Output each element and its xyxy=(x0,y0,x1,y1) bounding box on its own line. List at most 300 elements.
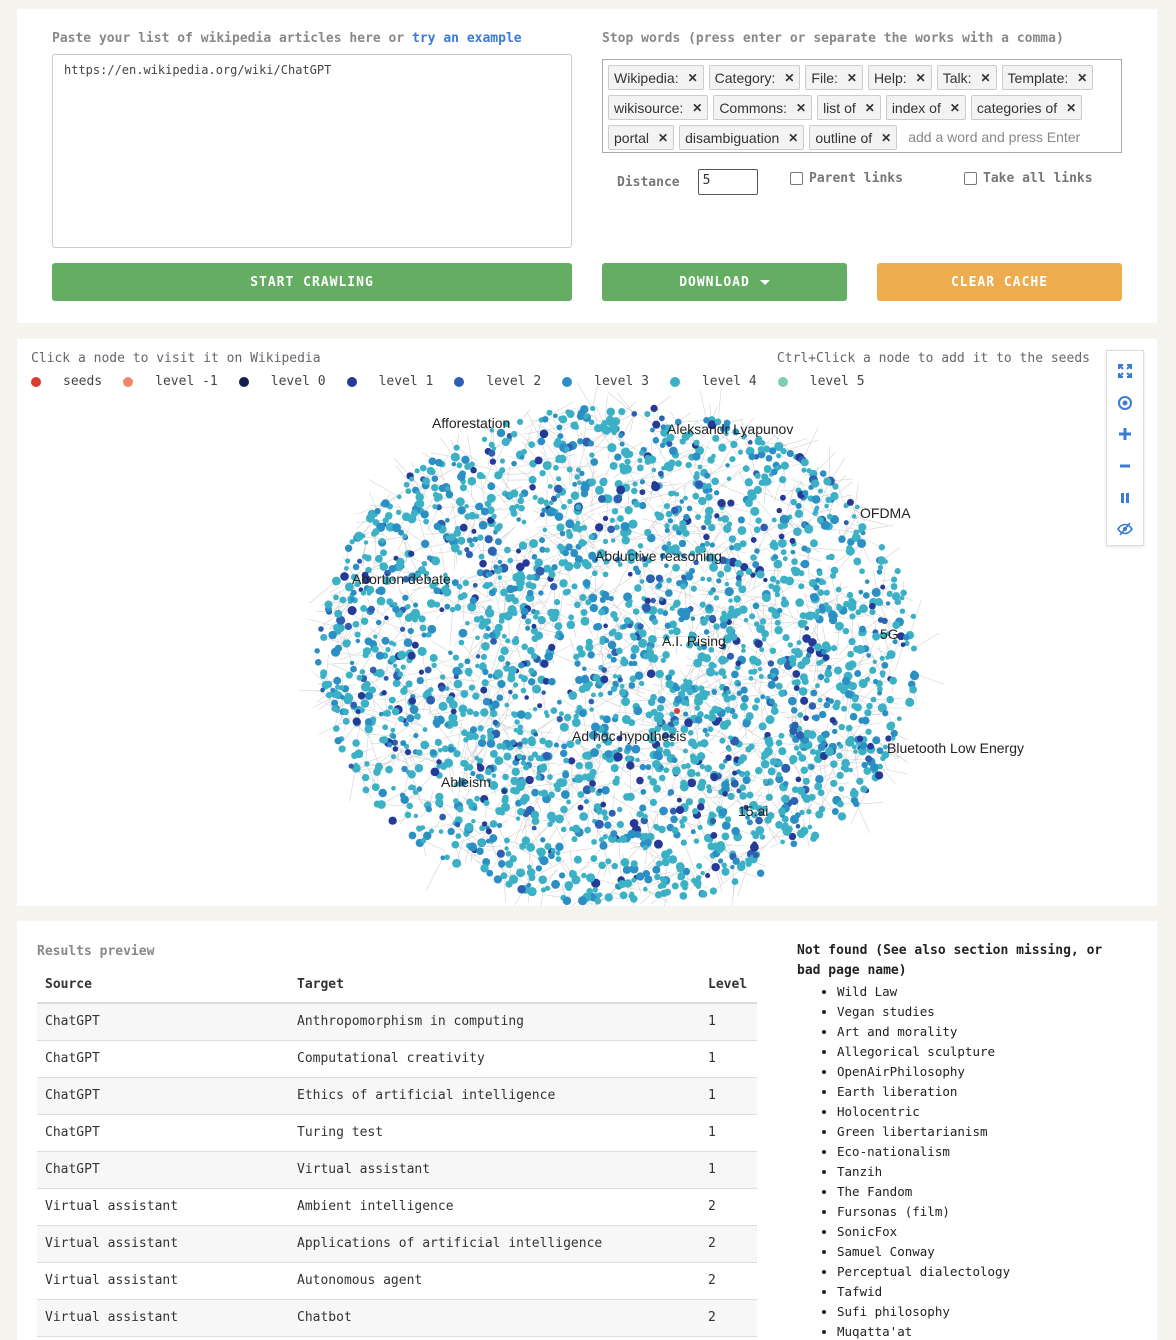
graph-node xyxy=(646,574,655,583)
graph-node xyxy=(795,598,804,607)
graph-node xyxy=(598,609,605,616)
graph-node xyxy=(563,758,569,764)
graph-node xyxy=(831,645,837,651)
graph-node xyxy=(529,539,538,548)
graph-node xyxy=(376,764,383,771)
graph-node xyxy=(681,784,687,790)
graph-node xyxy=(697,803,704,810)
graph-node xyxy=(620,891,628,899)
graph-node xyxy=(365,718,372,725)
graph-node xyxy=(377,586,386,595)
graph-node xyxy=(314,648,319,653)
caret-down-icon xyxy=(760,280,770,285)
graph-node xyxy=(830,492,838,500)
pause-icon[interactable] xyxy=(1109,482,1141,514)
graph-node xyxy=(477,758,483,764)
graph-node xyxy=(566,885,572,891)
network-graph[interactable] xyxy=(17,339,1157,906)
graph-node xyxy=(435,798,443,806)
graph-node xyxy=(527,883,532,888)
graph-node-label[interactable]: Abductive reasoning xyxy=(595,548,722,564)
graph-node xyxy=(700,871,704,875)
graph-node xyxy=(334,610,342,618)
graph-node xyxy=(681,764,686,769)
graph-node xyxy=(895,599,902,606)
graph-node-label[interactable]: Aleksandr Lyapunov xyxy=(667,421,794,437)
graph-node xyxy=(442,745,449,752)
graph-node xyxy=(476,654,481,659)
graph-node xyxy=(445,486,450,491)
graph-node xyxy=(460,690,468,698)
graph-node xyxy=(402,534,407,539)
graph-node xyxy=(502,774,509,781)
graph-node xyxy=(356,709,361,714)
download-button[interactable] xyxy=(602,263,847,301)
seed-node xyxy=(674,708,680,714)
graph-node xyxy=(387,742,392,747)
graph-node xyxy=(824,590,830,596)
graph-node xyxy=(737,690,742,695)
graph-node xyxy=(481,475,485,479)
graph-node xyxy=(738,526,747,535)
graph-node xyxy=(511,431,518,438)
graph-node xyxy=(537,497,544,504)
graph-node xyxy=(622,624,627,629)
graph-node xyxy=(554,599,560,605)
graph-node xyxy=(698,779,706,787)
graph-node xyxy=(629,894,634,899)
graph-node xyxy=(486,839,491,844)
cell-target: Chatbot xyxy=(289,1299,700,1336)
graph-node xyxy=(778,539,787,548)
remove-tag-icon[interactable]: ✕ xyxy=(949,100,960,115)
graph-node xyxy=(750,507,759,516)
graph-node xyxy=(344,566,349,571)
graph-node xyxy=(431,767,440,776)
graph-node xyxy=(692,493,699,500)
graph-node xyxy=(591,839,597,845)
graph-node xyxy=(861,744,867,750)
graph-node xyxy=(600,597,606,603)
graph-node xyxy=(556,455,564,463)
cell-source: ChatGPT xyxy=(37,1077,289,1114)
graph-node xyxy=(809,794,816,801)
graph-node xyxy=(714,595,720,601)
graph-node xyxy=(485,609,494,618)
graph-node xyxy=(590,748,599,757)
graph-node xyxy=(679,520,686,527)
graph-node xyxy=(543,752,551,760)
graph-node xyxy=(528,668,534,674)
graph-node xyxy=(779,476,786,483)
graph-node xyxy=(717,571,724,578)
graph-node xyxy=(513,611,518,616)
graph-node-label[interactable]: OFDMA xyxy=(860,505,911,521)
graph-node xyxy=(409,832,417,840)
graph-node xyxy=(768,681,776,689)
graph-node xyxy=(714,490,719,495)
legend-item xyxy=(670,374,778,389)
graph-node xyxy=(727,747,732,752)
graph-node xyxy=(339,685,344,690)
graph-node xyxy=(567,467,573,473)
graph-node xyxy=(636,673,642,679)
graph-node xyxy=(780,657,787,664)
graph-node xyxy=(650,799,657,806)
graph-node xyxy=(624,459,630,465)
graph-node xyxy=(662,651,670,659)
graph-node xyxy=(729,456,735,462)
graph-node xyxy=(706,784,711,789)
graph-node xyxy=(528,678,535,685)
graph-legend xyxy=(31,374,886,389)
list-item: • Earth liberation xyxy=(837,1082,1127,1102)
graph-node xyxy=(886,696,894,704)
graph-node xyxy=(471,529,476,534)
take-all-links-option[interactable] xyxy=(964,171,1093,186)
remove-tag-icon[interactable]: ✕ xyxy=(1066,100,1077,115)
graph-node xyxy=(480,708,488,716)
graph-node xyxy=(624,879,632,887)
cell-level: 2 xyxy=(700,1225,757,1262)
parent-links-option[interactable] xyxy=(790,171,903,186)
graph-node xyxy=(536,865,542,871)
graph-node xyxy=(537,703,542,708)
graph-node xyxy=(485,626,490,631)
graph-node xyxy=(849,682,857,690)
graph-node xyxy=(527,590,534,597)
legend-item xyxy=(31,374,123,389)
take-all-links-checkbox[interactable] xyxy=(964,172,977,185)
graph-node xyxy=(342,709,349,716)
graph-node xyxy=(900,589,907,596)
graph-node-label[interactable]: Bluetooth Low Energy xyxy=(887,740,1024,756)
table-row xyxy=(37,1003,757,1040)
graph-node xyxy=(578,539,586,547)
graph-node xyxy=(364,540,368,544)
graph-node xyxy=(453,750,460,757)
graph-node xyxy=(776,740,783,747)
graph-node xyxy=(803,715,809,721)
graph-node xyxy=(691,586,697,592)
graph-node xyxy=(781,826,786,831)
graph-node xyxy=(348,606,357,615)
graph-node xyxy=(631,745,640,754)
graph-node xyxy=(778,747,786,755)
graph-node xyxy=(479,615,484,620)
remove-tag-icon[interactable]: ✕ xyxy=(692,100,703,115)
start-crawling-button[interactable] xyxy=(52,263,572,301)
graph-node xyxy=(712,689,717,694)
graph-node xyxy=(731,780,739,788)
graph-node-label[interactable]: A.I. Rising xyxy=(662,633,726,649)
graph-node xyxy=(468,842,477,851)
graph-node xyxy=(700,602,706,608)
graph-node xyxy=(439,685,445,691)
distance-input[interactable]: 5 xyxy=(698,169,758,195)
graph-node xyxy=(802,620,807,625)
graph-node xyxy=(777,760,783,766)
graph-node xyxy=(570,549,578,557)
graph-node-label[interactable]: Ad hoc hypothesis xyxy=(572,728,687,744)
graph-node xyxy=(613,616,619,622)
graph-node xyxy=(432,504,437,509)
graph-node xyxy=(603,571,609,577)
graph-node xyxy=(635,569,641,575)
graph-node xyxy=(751,537,757,543)
graph-node xyxy=(850,713,858,721)
graph-node xyxy=(540,429,549,438)
graph-node xyxy=(476,847,483,854)
graph-node xyxy=(652,468,657,473)
remove-tag-icon[interactable]: ✕ xyxy=(1077,70,1088,85)
remove-tag-icon[interactable]: ✕ xyxy=(980,70,991,85)
graph-node xyxy=(804,626,809,631)
graph-node xyxy=(687,778,696,787)
start-crawling-label: START CRAWLING xyxy=(250,274,374,290)
graph-node xyxy=(444,854,450,860)
graph-node xyxy=(392,708,400,716)
graph-node xyxy=(364,681,371,688)
graph-node xyxy=(844,520,849,525)
graph-node xyxy=(415,764,424,773)
graph-node xyxy=(800,561,806,567)
graph-node xyxy=(421,540,429,548)
graph-node xyxy=(657,583,663,589)
graph-node xyxy=(553,465,559,471)
graph-node xyxy=(745,746,751,752)
graph-node xyxy=(581,873,586,878)
zoom-out-icon[interactable] xyxy=(1109,450,1141,482)
graph-node xyxy=(429,457,437,465)
graph-node xyxy=(466,799,473,806)
graph-node xyxy=(452,859,461,868)
try-example-link[interactable]: try an example xyxy=(412,31,522,46)
remove-tag-icon[interactable]: ✕ xyxy=(658,130,669,145)
graph-node xyxy=(482,584,486,588)
graph-node xyxy=(488,673,493,678)
graph-node xyxy=(536,774,542,780)
graph-node xyxy=(853,530,858,535)
graph-node xyxy=(856,778,863,785)
graph-node xyxy=(409,697,416,704)
graph-node xyxy=(518,724,523,729)
graph-node xyxy=(610,462,618,470)
graph-node-label[interactable]: Afforestation xyxy=(432,415,511,431)
graph-node xyxy=(878,617,884,623)
graph-node xyxy=(494,875,502,883)
remove-tag-icon[interactable]: ✕ xyxy=(915,70,926,85)
remove-tag-icon[interactable]: ✕ xyxy=(784,70,795,85)
graph-node xyxy=(333,595,339,601)
graph-node xyxy=(650,405,657,412)
graph-node xyxy=(511,711,516,716)
graph-node xyxy=(640,489,646,495)
graph-node xyxy=(511,510,518,517)
graph-node xyxy=(668,789,674,795)
graph-node xyxy=(404,482,410,488)
graph-node xyxy=(650,694,657,701)
stop-words-input[interactable] xyxy=(602,59,1122,153)
list-item: • Muqatta'at xyxy=(837,1322,1127,1340)
graph-node xyxy=(706,483,712,489)
graph-node xyxy=(554,743,559,748)
graph-node xyxy=(505,638,510,643)
remove-tag-icon[interactable]: ✕ xyxy=(788,130,799,145)
remove-tag-icon[interactable]: ✕ xyxy=(881,130,892,145)
graph-node xyxy=(539,738,546,745)
graph-node xyxy=(690,753,696,759)
graph-node xyxy=(776,772,781,777)
graph-node xyxy=(851,703,857,709)
graph-node xyxy=(759,647,764,652)
graph-node xyxy=(632,661,637,666)
graph-node xyxy=(832,703,839,710)
graph-node xyxy=(776,683,783,690)
graph-node xyxy=(804,525,813,534)
stop-word-tag xyxy=(809,125,897,150)
graph-node xyxy=(654,714,662,722)
graph-node xyxy=(703,534,709,540)
graph-node xyxy=(739,792,747,800)
cell-level: 2 xyxy=(700,1262,757,1299)
graph-node xyxy=(409,476,414,481)
graph-node xyxy=(340,695,345,700)
parent-links-checkbox[interactable] xyxy=(790,172,803,185)
graph-node xyxy=(732,713,738,719)
remove-tag-icon[interactable]: ✕ xyxy=(687,70,698,85)
graph-node xyxy=(677,872,685,880)
graph-node xyxy=(413,733,418,738)
graph-node xyxy=(522,520,527,525)
zoom-in-icon[interactable] xyxy=(1109,418,1141,450)
graph-node xyxy=(544,843,551,850)
graph-node xyxy=(730,865,734,869)
graph-node xyxy=(748,440,753,445)
graph-node xyxy=(576,521,581,526)
graph-node xyxy=(333,725,340,732)
graph-node xyxy=(498,860,505,867)
graph-node xyxy=(500,647,508,655)
graph-node xyxy=(582,667,587,672)
graph-node xyxy=(725,755,731,761)
graph-node xyxy=(377,800,386,809)
column-header-level: Level xyxy=(700,967,757,1003)
graph-node xyxy=(846,725,853,732)
graph-node xyxy=(836,587,842,593)
graph-node xyxy=(704,518,711,525)
graph-node-label[interactable]: 15.ai xyxy=(738,803,769,819)
graph-node xyxy=(537,438,545,446)
remove-tag-icon[interactable]: ✕ xyxy=(846,70,857,85)
graph-node xyxy=(557,700,562,705)
graph-node xyxy=(508,690,513,695)
graph-node xyxy=(781,549,787,555)
graph-node xyxy=(730,441,737,448)
graph-node-label[interactable]: 5G xyxy=(880,626,899,642)
graph-node xyxy=(431,484,438,491)
graph-node xyxy=(852,514,857,519)
graph-node xyxy=(695,514,701,520)
graph-node xyxy=(796,731,804,739)
clear-cache-button[interactable] xyxy=(877,263,1122,301)
graph-node xyxy=(541,690,546,695)
graph-node xyxy=(707,577,712,582)
graph-node xyxy=(574,856,582,864)
remove-tag-icon[interactable]: ✕ xyxy=(864,100,875,115)
graph-node-label[interactable]: Ableism xyxy=(441,774,491,790)
cell-target: Virtual assistant xyxy=(289,1151,700,1188)
legend-label: level 1 xyxy=(378,374,434,389)
graph-node xyxy=(469,685,475,691)
graph-node xyxy=(507,674,515,682)
graph-node xyxy=(601,809,607,815)
graph-node xyxy=(373,634,377,638)
fullscreen-icon[interactable] xyxy=(1109,355,1141,387)
graph-node xyxy=(732,878,739,885)
graph-node xyxy=(382,724,388,730)
graph-node xyxy=(515,504,520,509)
graph-node xyxy=(551,564,557,570)
graph-node xyxy=(500,458,505,463)
graph-node xyxy=(517,498,524,505)
graph-node xyxy=(791,707,798,714)
hide-icon[interactable] xyxy=(1109,513,1141,545)
remove-tag-icon[interactable]: ✕ xyxy=(796,100,807,115)
column-header-target: Target xyxy=(289,967,700,1003)
graph-node xyxy=(503,753,511,761)
graph-node xyxy=(792,680,798,686)
graph-node xyxy=(663,878,668,883)
cell-source: ChatGPT xyxy=(37,1003,289,1040)
graph-node xyxy=(516,868,525,877)
graph-node xyxy=(595,486,604,495)
graph-node xyxy=(541,507,546,512)
graph-node xyxy=(780,840,785,845)
graph-node xyxy=(653,824,659,830)
graph-node xyxy=(449,700,458,709)
graph-node xyxy=(664,523,669,528)
graph-node xyxy=(755,473,761,479)
graph-node xyxy=(489,589,496,596)
graph-node xyxy=(490,458,496,464)
graph-node xyxy=(603,624,608,629)
graph-node xyxy=(516,548,521,553)
stop-word-entry[interactable]: add a word and press Enter xyxy=(908,129,1081,145)
graph-node xyxy=(621,536,630,545)
graph-node xyxy=(565,543,572,550)
graph-node xyxy=(574,601,581,608)
graph-node xyxy=(719,738,725,744)
seed-list-textarea[interactable]: https://en.wikipedia.org/wiki/ChatGPT xyxy=(52,54,572,248)
results-preview-title: Results preview xyxy=(37,944,155,959)
graph-node xyxy=(420,625,427,632)
graph-node-label[interactable]: Abortion debate xyxy=(352,571,451,587)
graph-node xyxy=(687,688,694,695)
graph-node xyxy=(736,575,742,581)
graph-node xyxy=(543,461,552,470)
graph-node xyxy=(631,860,638,867)
graph-node xyxy=(705,493,712,500)
graph-node xyxy=(620,522,629,531)
graph-node xyxy=(493,564,498,569)
graph-node xyxy=(672,757,678,763)
graph-node xyxy=(771,707,779,715)
graph-node xyxy=(559,579,567,587)
center-icon[interactable] xyxy=(1109,387,1141,419)
graph-node xyxy=(838,744,843,749)
graph-node xyxy=(632,481,637,486)
